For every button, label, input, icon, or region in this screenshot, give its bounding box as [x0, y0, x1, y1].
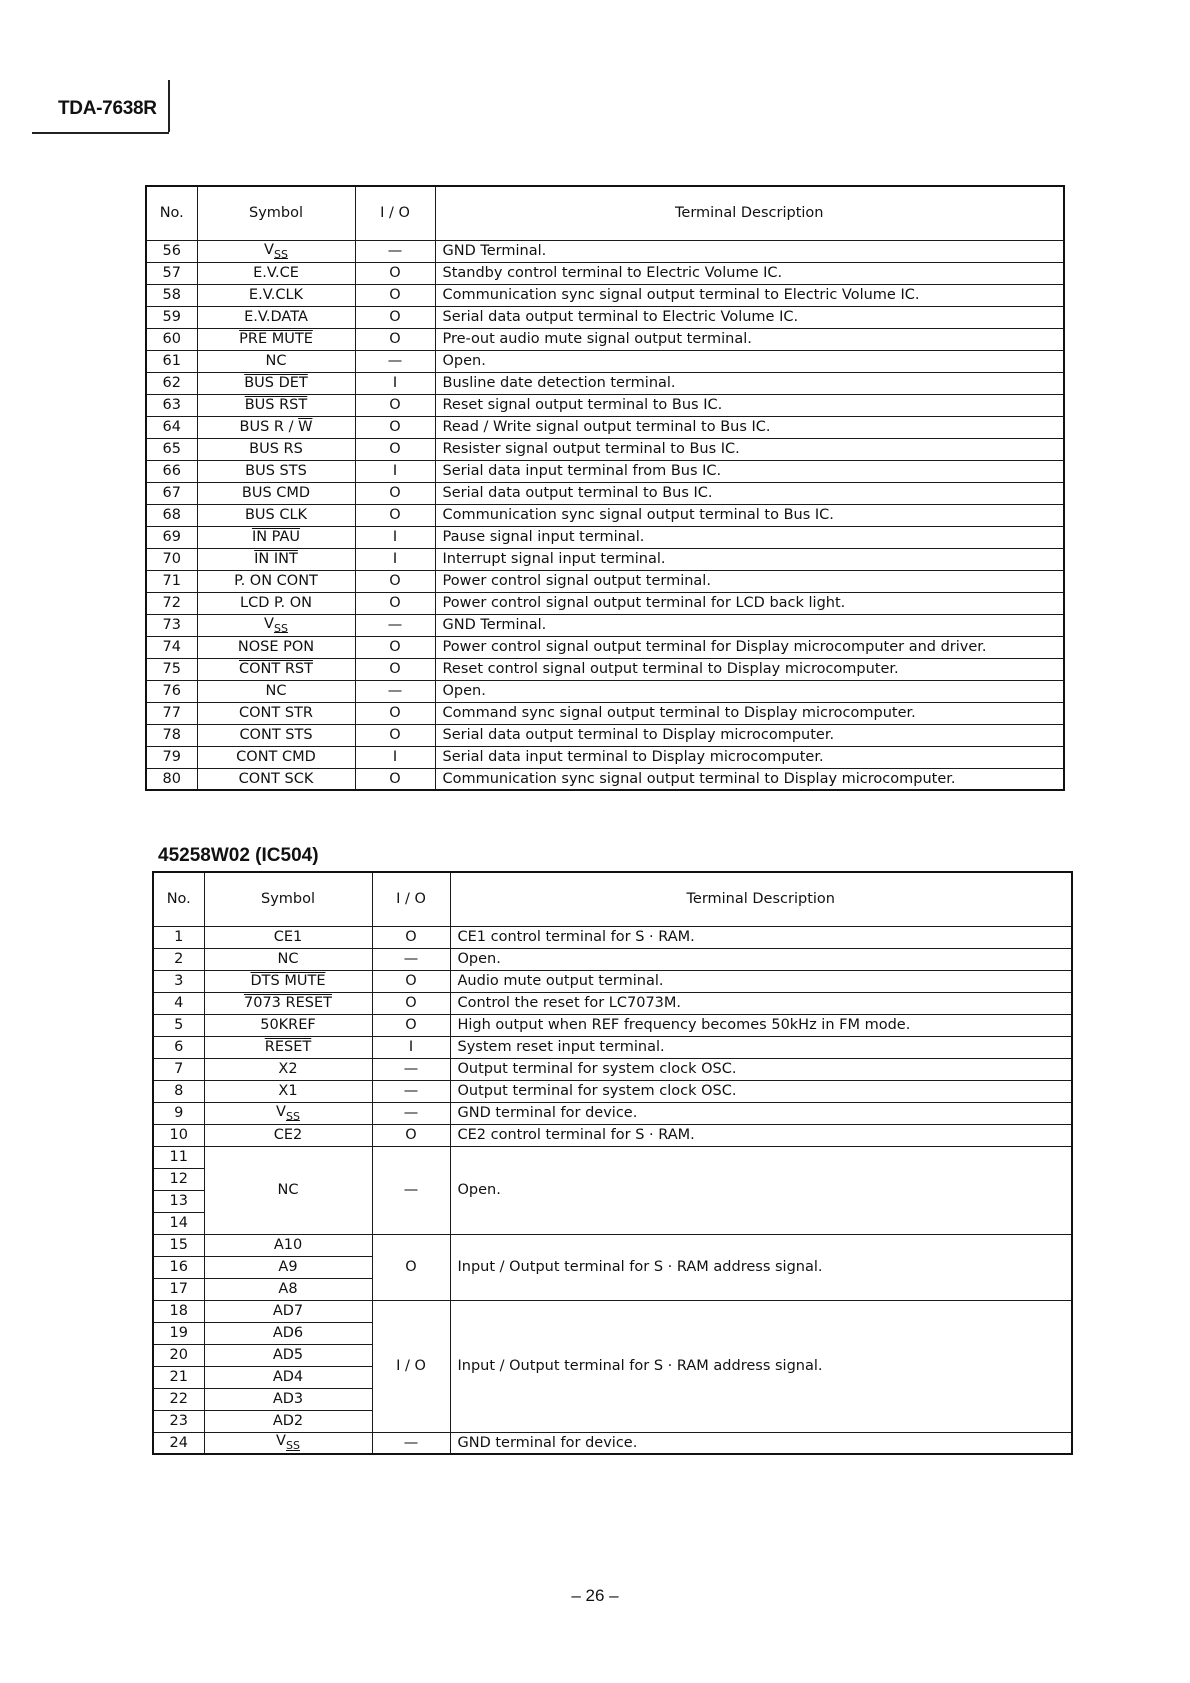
terminal-description: Open. — [435, 350, 1064, 372]
symbol-text: BUS CLK — [244, 506, 308, 523]
header-symbol: Symbol — [197, 186, 355, 240]
table-row — [153, 1058, 1072, 1080]
table-row — [153, 948, 1072, 970]
symbol-cell — [197, 768, 355, 790]
symbol-cell — [204, 1124, 372, 1146]
section-title-ic504: 45258W02 (IC504) — [158, 845, 319, 866]
pin-number: 21 — [153, 1366, 204, 1388]
terminal-description: Output terminal for system clock OSC. — [450, 1080, 1072, 1102]
table-row — [153, 926, 1072, 948]
symbol-text: BUS CMD — [241, 484, 311, 501]
symbol-cell — [197, 460, 355, 482]
pin-number: 20 — [153, 1344, 204, 1366]
table-row — [153, 1432, 1072, 1454]
symbol-cell — [204, 1058, 372, 1080]
symbol-text: CE2 — [273, 1126, 303, 1143]
page-number: – 26 – — [571, 1586, 619, 1605]
io-type: O — [355, 504, 435, 526]
header-io: I / O — [372, 872, 450, 926]
symbol-text: NOSE PON — [237, 638, 315, 655]
symbol-text: V — [276, 1433, 286, 1450]
io-type: O — [355, 438, 435, 460]
pin-number: 69 — [146, 526, 197, 548]
io-type: O — [355, 284, 435, 306]
pin-number: 6 — [153, 1036, 204, 1058]
pin-number: 15 — [153, 1234, 204, 1256]
symbol-text: V — [264, 615, 274, 632]
pin-number: 62 — [146, 372, 197, 394]
table-row — [146, 460, 1064, 482]
io-type: O — [355, 328, 435, 350]
pin-number: 59 — [146, 306, 197, 328]
pin-number: 13 — [153, 1190, 204, 1212]
pin-number: 60 — [146, 328, 197, 350]
symbol-cell — [197, 262, 355, 284]
symbol-cell — [197, 504, 355, 526]
io-type: — — [372, 1058, 450, 1080]
header-io: I / O — [355, 186, 435, 240]
symbol-cell — [204, 992, 372, 1014]
symbol-cell — [197, 350, 355, 372]
terminal-description: Power control signal output terminal for LCD back light. — [435, 592, 1064, 614]
io-type: O — [355, 482, 435, 504]
table-row — [153, 1124, 1072, 1146]
pin-number: 65 — [146, 438, 197, 460]
pin-number: 66 — [146, 460, 197, 482]
table-row — [146, 394, 1064, 416]
io-type: I — [372, 1036, 450, 1058]
terminal-description: GND terminal for device. — [450, 1102, 1072, 1124]
pin-number: 56 — [146, 240, 197, 262]
io-type: — — [355, 680, 435, 702]
symbol-cell — [197, 416, 355, 438]
pin-number: 24 — [153, 1432, 204, 1454]
header-divider-vertical — [168, 80, 170, 132]
table-row — [146, 592, 1064, 614]
symbol-cell — [197, 526, 355, 548]
terminal-description: Serial data input terminal to Display microcomputer. — [435, 746, 1064, 768]
terminal-description: CE1 control terminal for S · RAM. — [450, 926, 1072, 948]
symbol-text: BUS RST — [244, 396, 308, 413]
symbol-cell — [197, 592, 355, 614]
symbol-text: IN INT — [254, 550, 298, 567]
table-row — [153, 1102, 1072, 1124]
symbol-text: CONT STR — [239, 704, 313, 721]
io-type: — — [372, 1146, 450, 1234]
symbol-subscript: SS — [285, 1439, 300, 1453]
pin-number: 2 — [153, 948, 204, 970]
header-symbol: Symbol — [204, 872, 372, 926]
pin-number: 79 — [146, 746, 197, 768]
symbol-cell — [197, 548, 355, 570]
symbol-vss — [264, 615, 288, 635]
io-type: O — [355, 636, 435, 658]
symbol-cell — [197, 240, 355, 262]
symbol-cell — [204, 1080, 372, 1102]
table-row — [146, 702, 1064, 724]
pin-number: 10 — [153, 1124, 204, 1146]
pin-number: 77 — [146, 702, 197, 724]
pin-number: 74 — [146, 636, 197, 658]
symbol-subscript: SS — [285, 1109, 300, 1123]
pin-table-1 — [145, 185, 1065, 791]
io-type: — — [355, 240, 435, 262]
symbol-text: NC — [265, 352, 287, 369]
symbol-cell — [197, 570, 355, 592]
table-header-row — [146, 186, 1064, 240]
symbol-text: CONT SCK — [238, 770, 314, 787]
terminal-description: Command sync signal output terminal to Display microcomputer. — [435, 702, 1064, 724]
table-row — [153, 970, 1072, 992]
symbol-vss — [264, 241, 288, 261]
io-type: O — [355, 416, 435, 438]
table-row — [146, 372, 1064, 394]
pin-number: 17 — [153, 1278, 204, 1300]
symbol-cell — [197, 306, 355, 328]
symbol-text: V — [264, 241, 274, 258]
table-row — [146, 262, 1064, 284]
symbol-cell: A8 — [204, 1278, 372, 1300]
symbol-cell: AD3 — [204, 1388, 372, 1410]
terminal-description: Open. — [450, 948, 1072, 970]
pin-number: 3 — [153, 970, 204, 992]
terminal-description: GND terminal for device. — [450, 1432, 1072, 1454]
terminal-description: Busline date detection terminal. — [435, 372, 1064, 394]
symbol-cell — [197, 658, 355, 680]
io-type: O — [355, 702, 435, 724]
io-type: I — [355, 746, 435, 768]
symbol-text: CE1 — [273, 928, 303, 945]
table-row — [146, 504, 1064, 526]
symbol-text: P. ON CONT — [234, 572, 318, 589]
symbol-cell: AD7 — [204, 1300, 372, 1322]
symbol-text: RESET — [264, 1038, 312, 1055]
pin-number: 64 — [146, 416, 197, 438]
table-row — [153, 992, 1072, 1014]
pin-number: 73 — [146, 614, 197, 636]
symbol-cell: AD2 — [204, 1410, 372, 1432]
io-type: I — [355, 460, 435, 482]
symbol-cell — [204, 1102, 372, 1124]
terminal-description: High output when REF frequency becomes 50kHz in FM mode. — [450, 1014, 1072, 1036]
pin-number: 80 — [146, 768, 197, 790]
header-no: No. — [146, 186, 197, 240]
header-no: No. — [153, 872, 204, 926]
io-type: I — [355, 372, 435, 394]
symbol-text: E.V.CLK — [248, 286, 304, 303]
io-type: O — [372, 1234, 450, 1300]
symbol-cell — [197, 680, 355, 702]
io-type: — — [372, 1102, 450, 1124]
io-type: — — [372, 1432, 450, 1454]
io-type: O — [372, 970, 450, 992]
symbol-text: NC — [277, 950, 299, 967]
io-type: O — [372, 926, 450, 948]
symbol-subscript: SS — [273, 247, 288, 261]
symbol-text: E.V.DATA — [244, 308, 308, 325]
io-type: O — [355, 724, 435, 746]
model-label: TDA-7638R — [58, 98, 157, 119]
io-type: O — [355, 570, 435, 592]
table-row — [153, 1036, 1072, 1058]
pin-number: 75 — [146, 658, 197, 680]
symbol-text: LCD P. ON — [240, 594, 312, 611]
table-row — [146, 724, 1064, 746]
symbol-cell — [204, 926, 372, 948]
table-row — [146, 768, 1064, 790]
table-row — [153, 1014, 1072, 1036]
terminal-description: Control the reset for LC7073M. — [450, 992, 1072, 1014]
io-type: O — [355, 262, 435, 284]
symbol-text: BUS STS — [245, 462, 307, 479]
table-row — [146, 658, 1064, 680]
header-description: Terminal Description — [450, 872, 1072, 926]
symbol-cell — [197, 372, 355, 394]
pin-number: 71 — [146, 570, 197, 592]
pin-number: 5 — [153, 1014, 204, 1036]
io-type: I / O — [372, 1300, 450, 1432]
symbol-subscript: SS — [273, 621, 288, 635]
pin-number: 4 — [153, 992, 204, 1014]
pin-number: 22 — [153, 1388, 204, 1410]
symbol-cell — [197, 636, 355, 658]
symbol-text: V — [276, 1103, 286, 1120]
symbol-cell — [197, 724, 355, 746]
io-type: O — [355, 394, 435, 416]
symbol-cell — [197, 284, 355, 306]
symbol-text: CONT STS — [239, 726, 313, 743]
symbol-cell: AD4 — [204, 1366, 372, 1388]
table-row — [146, 306, 1064, 328]
pin-number: 67 — [146, 482, 197, 504]
terminal-description: Input / Output terminal for S · RAM address signal. — [450, 1300, 1072, 1432]
terminal-description: GND Terminal. — [435, 240, 1064, 262]
header-description: Terminal Description — [435, 186, 1064, 240]
terminal-description: Open. — [435, 680, 1064, 702]
symbol-text: CONT RST — [239, 660, 313, 677]
symbol-cell: A9 — [204, 1256, 372, 1278]
terminal-description: Reset signal output terminal to Bus IC. — [435, 394, 1064, 416]
pin-number: 11 — [153, 1146, 204, 1168]
terminal-description: Resister signal output terminal to Bus IC. — [435, 438, 1064, 460]
terminal-description: Reset control signal output terminal to Display microcomputer. — [435, 658, 1064, 680]
symbol-text: 50KREF — [260, 1016, 316, 1033]
symbol-text: X2 — [278, 1060, 298, 1077]
io-type: O — [355, 592, 435, 614]
pin-number: 1 — [153, 926, 204, 948]
terminal-description: Input / Output terminal for S · RAM address signal. — [450, 1234, 1072, 1300]
symbol-cell: NC — [204, 1146, 372, 1234]
terminal-description: Serial data input terminal from Bus IC. — [435, 460, 1064, 482]
terminal-description: Communication sync signal output terminal to Bus IC. — [435, 504, 1064, 526]
terminal-description: Power control signal output terminal for Display microcomputer and driver. — [435, 636, 1064, 658]
table-row — [153, 1300, 1072, 1322]
symbol-text: BUS RS — [249, 440, 303, 457]
table-row — [146, 636, 1064, 658]
symbol-text: BUS R / — [239, 418, 299, 435]
header-divider-horizontal — [32, 132, 169, 134]
symbol-text: PRE MUTE — [239, 330, 313, 347]
table-row — [146, 614, 1064, 636]
terminal-description: System reset input terminal. — [450, 1036, 1072, 1058]
io-type: O — [372, 1014, 450, 1036]
symbol-cell — [204, 970, 372, 992]
terminal-description: Power control signal output terminal. — [435, 570, 1064, 592]
pin-number: 72 — [146, 592, 197, 614]
terminal-description: Serial data output terminal to Bus IC. — [435, 482, 1064, 504]
terminal-description: Pause signal input terminal. — [435, 526, 1064, 548]
io-type: O — [355, 768, 435, 790]
pin-number: 16 — [153, 1256, 204, 1278]
symbol-vss — [276, 1433, 300, 1453]
table-row — [146, 328, 1064, 350]
terminal-description: Communication sync signal output terminal to Electric Volume IC. — [435, 284, 1064, 306]
symbol-cell: AD5 — [204, 1344, 372, 1366]
symbol-text: E.V.CE — [253, 264, 299, 281]
io-type: O — [355, 306, 435, 328]
table-row — [146, 416, 1064, 438]
symbol-cell — [197, 746, 355, 768]
io-type: — — [372, 1080, 450, 1102]
symbol-cell — [204, 1014, 372, 1036]
table-row — [146, 482, 1064, 504]
pin-number: 18 — [153, 1300, 204, 1322]
pin-number: 19 — [153, 1322, 204, 1344]
symbol-cell — [197, 394, 355, 416]
table-header-row — [153, 872, 1072, 926]
terminal-description: Output terminal for system clock OSC. — [450, 1058, 1072, 1080]
pin-number: 70 — [146, 548, 197, 570]
symbol-cell — [204, 1432, 372, 1454]
symbol-text: DTS MUTE — [250, 972, 326, 989]
io-type: — — [355, 350, 435, 372]
table-row — [146, 284, 1064, 306]
terminal-description: Open. — [450, 1146, 1072, 1234]
table-row — [146, 746, 1064, 768]
symbol-text: NC — [265, 682, 287, 699]
pin-number: 7 — [153, 1058, 204, 1080]
symbol-text: BUS DET — [244, 374, 308, 391]
pin-number: 63 — [146, 394, 197, 416]
io-type: — — [372, 948, 450, 970]
pin-number: 76 — [146, 680, 197, 702]
symbol-cell — [197, 438, 355, 460]
terminal-description: Audio mute output terminal. — [450, 970, 1072, 992]
table-row — [146, 570, 1064, 592]
table-row — [146, 548, 1064, 570]
pin-number: 61 — [146, 350, 197, 372]
io-type: O — [355, 658, 435, 680]
symbol-text-overlined: $\overline{W}$ — [298, 418, 313, 435]
pin-number: 57 — [146, 262, 197, 284]
symbol-cell: AD6 — [204, 1322, 372, 1344]
symbol-text: CONT CMD — [236, 748, 316, 765]
table-row — [146, 438, 1064, 460]
terminal-description: CE2 control terminal for S · RAM. — [450, 1124, 1072, 1146]
pin-number: 8 — [153, 1080, 204, 1102]
symbol-cell — [197, 482, 355, 504]
table-row — [146, 350, 1064, 372]
table-row — [146, 240, 1064, 262]
io-type: I — [355, 526, 435, 548]
terminal-description: Serial data output terminal to Electric Volume IC. — [435, 306, 1064, 328]
table-row — [146, 680, 1064, 702]
terminal-description: Standby control terminal to Electric Volume IC. — [435, 262, 1064, 284]
table-row — [153, 1080, 1072, 1102]
pin-table-2 — [152, 871, 1073, 1455]
terminal-description: GND Terminal. — [435, 614, 1064, 636]
terminal-description: Pre-out audio mute signal output terminal. — [435, 328, 1064, 350]
symbol-cell — [204, 948, 372, 970]
terminal-description: Serial data output terminal to Display microcomputer. — [435, 724, 1064, 746]
pin-number: 23 — [153, 1410, 204, 1432]
symbol-text: X1 — [278, 1082, 298, 1099]
symbol-cell — [197, 328, 355, 350]
symbol-cell — [197, 702, 355, 724]
table-row — [153, 1234, 1072, 1256]
pin-number: 58 — [146, 284, 197, 306]
io-type: I — [355, 548, 435, 570]
terminal-description: Interrupt signal input terminal. — [435, 548, 1064, 570]
pin-number: 9 — [153, 1102, 204, 1124]
symbol-cell — [204, 1036, 372, 1058]
pin-number: 78 — [146, 724, 197, 746]
symbol-vss — [276, 1103, 300, 1123]
io-type: — — [355, 614, 435, 636]
io-type: O — [372, 992, 450, 1014]
symbol-cell: A10 — [204, 1234, 372, 1256]
symbol-cell — [197, 614, 355, 636]
table-row — [146, 526, 1064, 548]
symbol-text: IN PAU — [251, 528, 301, 545]
pin-number: 14 — [153, 1212, 204, 1234]
terminal-description: Communication sync signal output terminal to Display microcomputer. — [435, 768, 1064, 790]
pin-number: 12 — [153, 1168, 204, 1190]
symbol-text: 7073 RESET — [244, 994, 332, 1011]
terminal-description: Read / Write signal output terminal to Bus IC. — [435, 416, 1064, 438]
table-row — [153, 1146, 1072, 1168]
pin-number: 68 — [146, 504, 197, 526]
io-type: O — [372, 1124, 450, 1146]
